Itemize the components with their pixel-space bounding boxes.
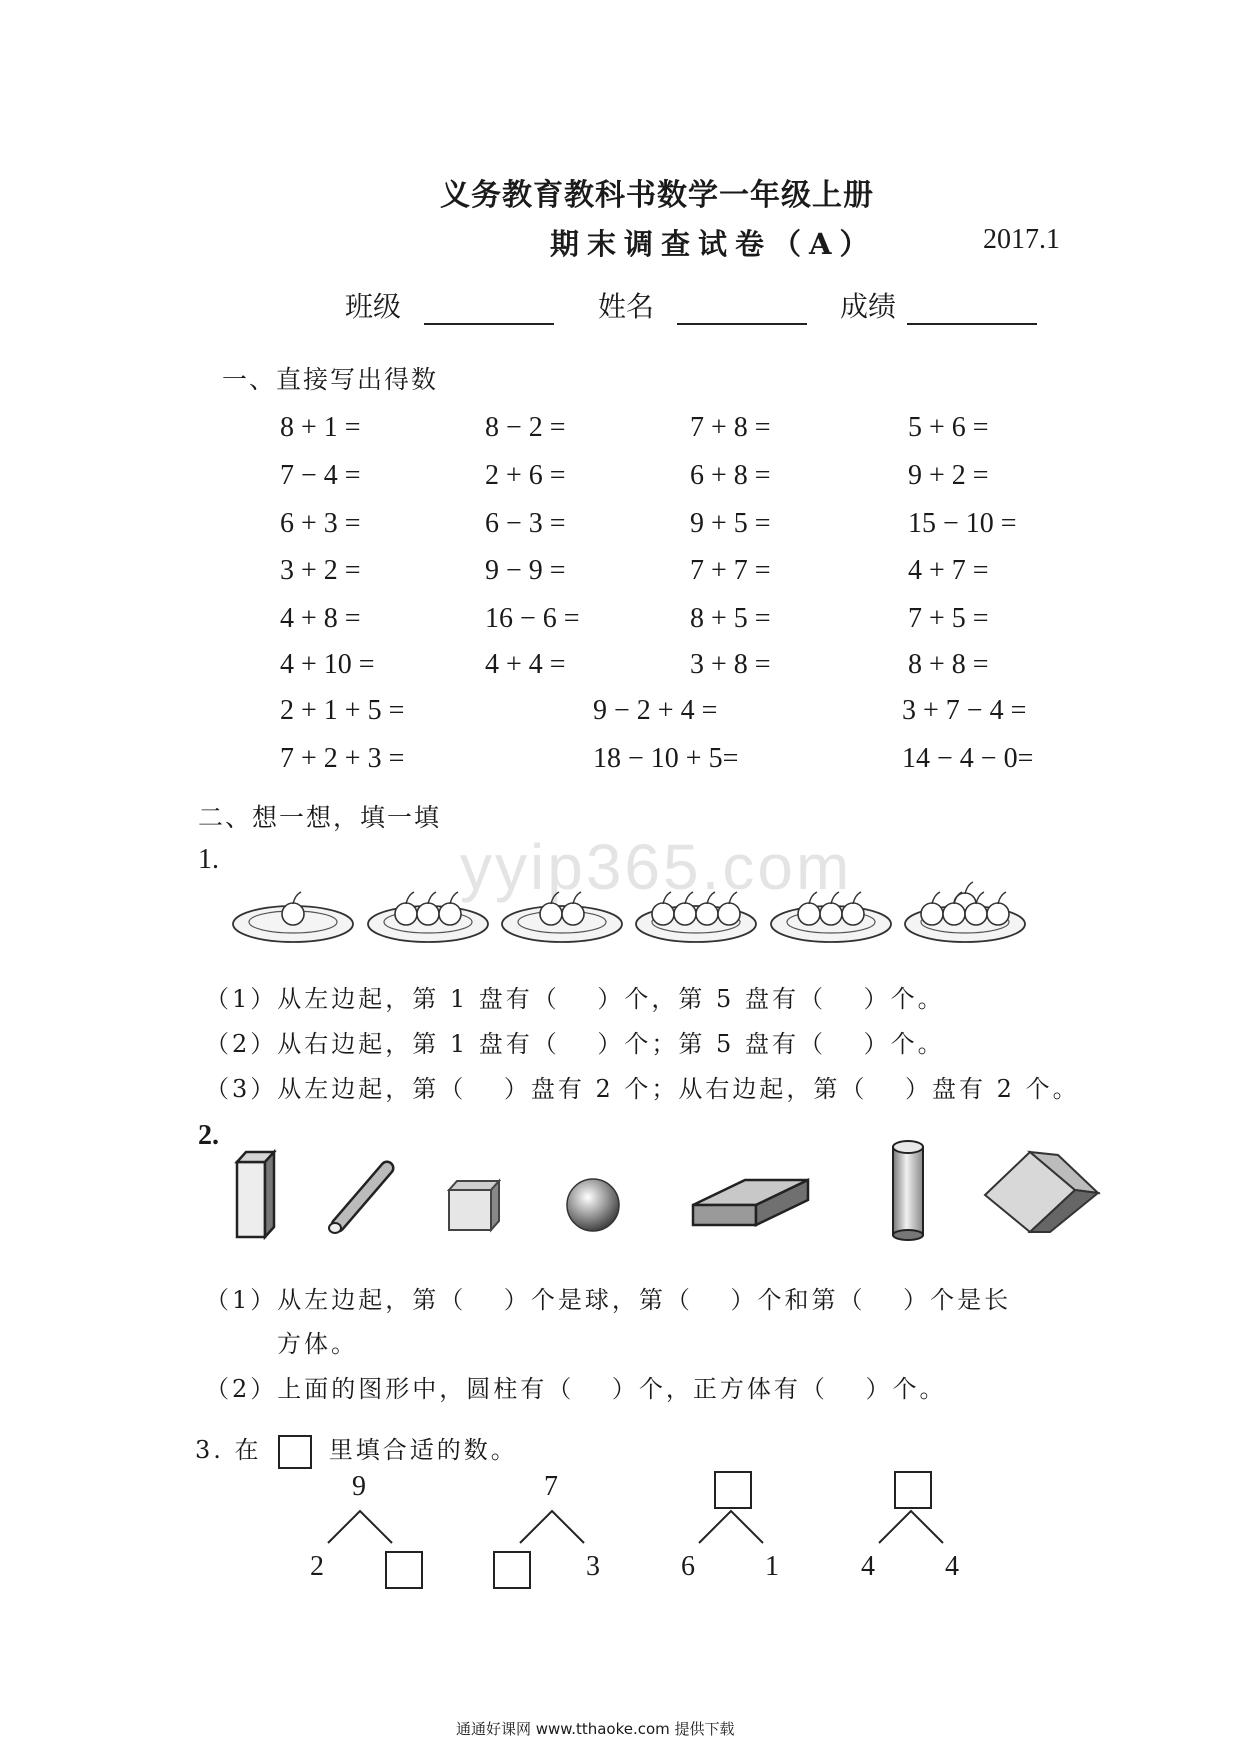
equation-r5-c1: 4 + 8 = [280, 603, 361, 634]
equation-chain-r1-c1: 2 + 1 + 5 = [280, 695, 405, 726]
equation-r5-c4: 7 + 5 = [908, 603, 989, 634]
equation-r6-c4: 8 + 8 = [908, 649, 989, 680]
q1-line-2: （2）从右边起，第 1 盘有（ ）个；第 5 盘有（ ）个。 [205, 1030, 945, 1058]
bond-number-top: 7 [544, 1471, 558, 1502]
equation-r2-c1: 7 − 4 = [280, 460, 361, 491]
watermark: yyip365.com [460, 831, 853, 903]
bond-number-right: 4 [945, 1551, 959, 1582]
q2-number: 2. [198, 1120, 219, 1151]
equation-chain-r1-c2: 9 − 2 + 4 = [593, 695, 718, 726]
bond-number-left: 2 [310, 1551, 324, 1582]
equation-r5-c3: 8 + 5 = [690, 603, 771, 634]
equation-r1-c2: 8 − 2 = [485, 412, 566, 443]
bond-number-right: 3 [586, 1551, 600, 1582]
q1-number: 1. [198, 844, 219, 875]
q2-line-3: （2）上面的图形中，圆柱有（ ）个，正方体有（ ）个。 [205, 1375, 947, 1403]
bond-number-left: 6 [681, 1551, 695, 1582]
equation-r1-c3: 7 + 8 = [690, 412, 771, 443]
equation-r4-c4: 4 + 7 = [908, 555, 989, 586]
section1-heading: 一、直接写出得数 [222, 365, 439, 394]
equation-chain-r2-c3: 14 − 4 − 0= [902, 743, 1034, 774]
equation-r3-c4: 15 − 10 = [908, 508, 1017, 539]
equation-r6-c3: 3 + 8 = [690, 649, 771, 680]
equation-chain-r2-c2: 18 − 10 + 5= [593, 743, 739, 774]
equation-r6-c1: 4 + 10 = [280, 649, 375, 680]
q2-line-1: （1）从左边起，第（ ）个是球，第（ ）个和第（ ）个是长 [205, 1286, 1012, 1314]
equation-r1-c4: 5 + 6 = [908, 412, 989, 443]
equation-r2-c3: 6 + 8 = [690, 460, 771, 491]
exam-date: 2017.1 [983, 224, 1060, 255]
equation-r5-c2: 16 − 6 = [485, 603, 580, 634]
equation-r4-c3: 7 + 7 = [690, 555, 771, 586]
q3-prefix: 3. 在 [195, 1436, 262, 1464]
equation-r4-c2: 9 − 9 = [485, 555, 566, 586]
equation-r4-c1: 3 + 2 = [280, 555, 361, 586]
page-title: 义务教育教科书数学一年级上册 [440, 178, 874, 213]
equation-r3-c3: 9 + 5 = [690, 508, 771, 539]
q1-line-1: （1）从左边起，第 1 盘有（ ）个，第 5 盘有（ ）个。 [205, 985, 945, 1013]
answer-box[interactable] [894, 1471, 932, 1509]
name-label: 姓名 [598, 290, 655, 323]
equation-r1-c1: 8 + 1 = [280, 412, 361, 443]
bond-number-top: 9 [352, 1471, 366, 1502]
footer-source: 通通好课网 www.tthaoke.com 提供下载 [456, 1720, 735, 1738]
class-label: 班级 [345, 290, 402, 323]
equation-r3-c1: 6 + 3 = [280, 508, 361, 539]
section2-heading: 二、想一想，填一填 [198, 803, 442, 832]
equation-r2-c2: 2 + 6 = [485, 460, 566, 491]
bond-number-left: 4 [861, 1551, 875, 1582]
equation-r6-c2: 4 + 4 = [485, 649, 566, 680]
equation-r2-c4: 9 + 2 = [908, 460, 989, 491]
score-label: 成绩 [840, 290, 897, 323]
page-subtitle: 期末调查试卷（A） [550, 227, 877, 261]
bond-number-right: 1 [765, 1551, 779, 1582]
q1-line-3: （3）从左边起，第（ ）盘有 2 个；从右边起，第（ ）盘有 2 个。 [205, 1075, 1080, 1103]
equation-chain-r1-c3: 3 + 7 − 4 = [902, 695, 1027, 726]
q2-line-2: 方体。 [277, 1330, 358, 1358]
equation-r3-c2: 6 − 3 = [485, 508, 566, 539]
q3-suffix: 里填合适的数。 [328, 1436, 518, 1464]
equation-chain-r2-c1: 7 + 2 + 3 = [280, 743, 405, 774]
